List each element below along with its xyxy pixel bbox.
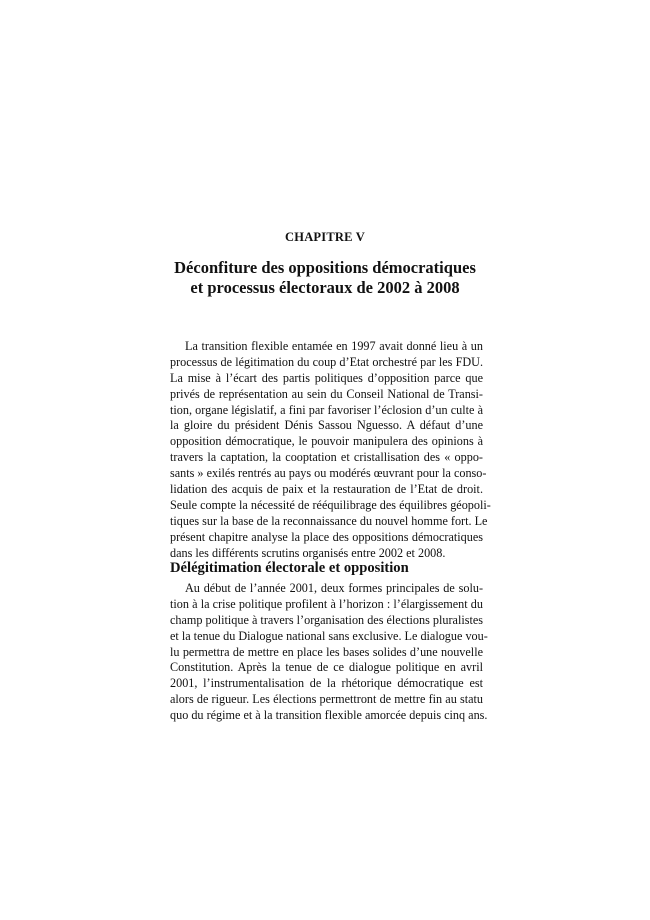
paragraph-line: travers la captation, la cooptation et cristallisation des « oppo- — [170, 450, 483, 465]
paragraph-line: processus de légitimation du coup d’Etat orchestré par les FDU. — [170, 354, 483, 369]
paragraph-line: quo du régime et à la transition flexible amorcée depuis cinq ans. — [170, 708, 488, 723]
paragraph-line: tion, organe législatif, a fini par favoriser l’éclosion d’un culte à — [170, 402, 483, 417]
paragraph-line: et la tenue du Dialogue national sans exclusive. Le dialogue vou- — [170, 628, 488, 643]
chapter-number: CHAPITRE V — [285, 230, 365, 244]
paragraph-line: 2001, l’instrumentalisation de la rhétorique démocratique est — [170, 676, 483, 691]
paragraph-line: dans les différents scrutins organisés entre 2002 et 2008. — [170, 545, 446, 560]
paragraph-line: tion à la crise politique profilent à l’horizon : l’élargissement du — [170, 596, 483, 611]
paragraph-line: Seule compte la nécessité de rééquilibrage des équilibres géopoli- — [170, 497, 491, 512]
paragraph-line: alors de rigueur. Les élections permettront de mettre fin au statu — [170, 692, 483, 707]
paragraph-line: La transition flexible entamée en 1997 avait donné lieu à un — [185, 339, 483, 353]
paragraph-line: présent chapitre analyse la place des oppositions démocratiques — [170, 529, 483, 544]
paragraph-line: Au début de l’année 2001, deux formes principales de solu- — [185, 581, 483, 595]
paragraph-line: Constitution. Après la tenue de ce dialogue politique en avril — [170, 660, 483, 675]
section-heading: Délégitimation électorale et opposition — [170, 560, 409, 576]
chapter-title-line: Déconfiture des oppositions démocratiques — [174, 258, 476, 277]
paragraph-line: lidation des acquis de paix et la restauration de l’Etat de droit. — [170, 482, 483, 497]
paragraph-line: La mise à l’écart des partis politiques d’opposition parce que — [170, 370, 483, 385]
paragraph-line: champ politique à travers l’organisation des élections pluralistes — [170, 612, 483, 627]
paragraph-line: lu permettra de mettre en place les bases solides d’une nouvelle — [170, 644, 483, 659]
intro-paragraph — [170, 339, 491, 561]
paragraph-line: tiques sur la base de la reconnaissance du nouvel homme fort. Le — [170, 513, 488, 528]
paragraph-line: la gloire du président Dénis Sassou Nguesso. A défaut d’une — [170, 418, 483, 433]
paragraph-line: sants » exilés rentrés au pays ou modérés œuvrant pour la conso- — [170, 466, 487, 481]
chapter-title-line: et processus électoraux de 2002 à 2008 — [190, 278, 460, 297]
paragraph-line: opposition démocratique, le pouvoir manipulera des opinions à — [170, 434, 483, 449]
section-paragraph — [170, 581, 488, 724]
chapter-title — [150, 258, 500, 298]
paragraph-line: privés de représentation au sein du Conseil National de Transi- — [170, 386, 483, 401]
